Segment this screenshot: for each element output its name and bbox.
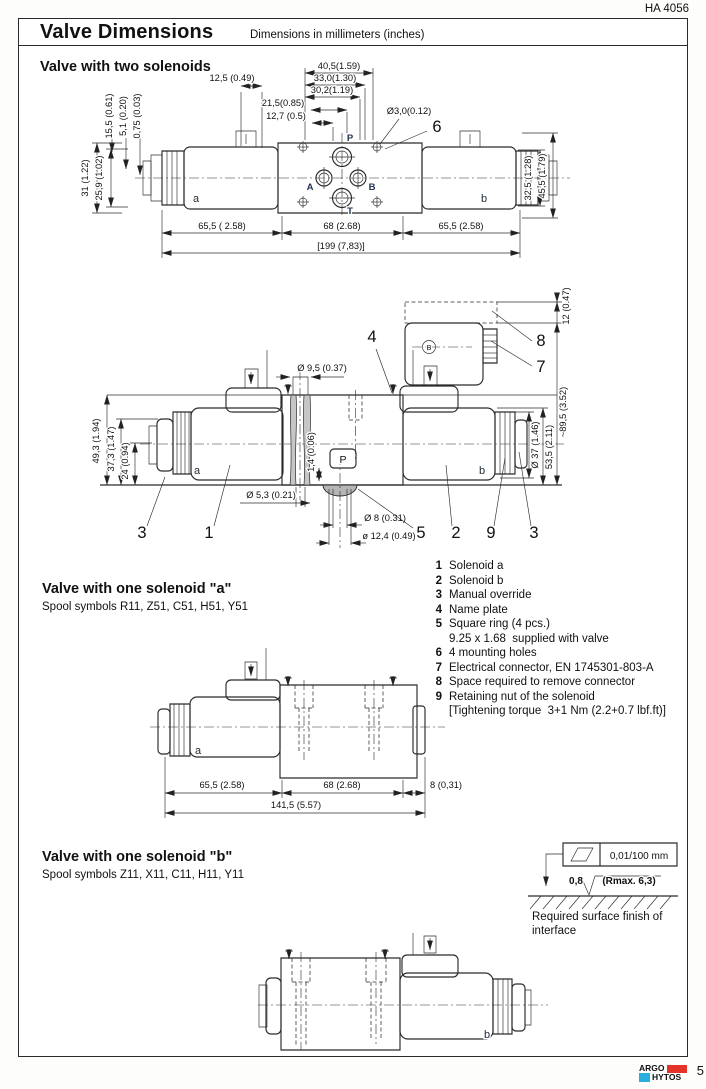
dim-label: 31 (1.22) <box>80 159 90 197</box>
section-heading-one-solenoid-b: Valve with one solenoid "b" <box>42 849 233 865</box>
dim-label: 65,5 ( 2.58) <box>198 221 246 231</box>
dim-label-total: 141,5 (5.57) <box>270 800 322 810</box>
dim-label: 12 (0.47) <box>561 287 571 325</box>
callout-2: 2 <box>451 524 461 542</box>
port-label-t: T <box>347 206 353 217</box>
drawing-section-view <box>91 287 571 548</box>
solenoid-a-label: a <box>194 465 201 477</box>
solenoid-b-label: b <box>481 193 488 205</box>
drawing-one-solenoid-a <box>150 648 462 818</box>
legend-item-3: 3 Manual override <box>435 589 532 602</box>
legend-item-5: 5 Square ring (4 pcs.) <box>435 618 550 631</box>
callout-4: 4 <box>367 328 377 346</box>
legend-item-9: 9 Retaining nut of the solenoid <box>435 690 595 703</box>
port-p-label: P <box>339 454 347 466</box>
legend-item-2: 2 Solenoid b <box>435 574 504 587</box>
dim-label: 32,5 (1.28) <box>523 155 533 201</box>
spool-symbols-b: Spool symbols Z11, X11, C11, H11, Y11 <box>42 869 244 881</box>
dim-label: 53,5 (2.11) <box>544 424 554 470</box>
port-holes <box>316 148 366 208</box>
dim-label: 45,5 (1.79) <box>537 153 547 199</box>
dim-label: 5,1 (0.20) <box>118 96 128 136</box>
callout-6: 6 <box>432 118 442 136</box>
dim-label: ~89,5 (3.52) <box>558 386 568 438</box>
callout-5: 5 <box>416 524 426 542</box>
dim-label: 68 (2.68) <box>323 221 361 231</box>
legend-item-7: 7 Electrical connector, EN 1745301-803-A <box>435 661 654 674</box>
port-label-b: B <box>368 182 376 193</box>
doc-code: HA 4056 <box>644 3 689 15</box>
callout-3-right: 3 <box>529 524 539 542</box>
drawing-two-solenoids <box>80 61 570 258</box>
dim-label: 21,5(0.85) <box>261 98 305 108</box>
dim-label: 12,7 (0.5) <box>266 111 306 121</box>
connector-mark: B <box>426 343 432 352</box>
dim-label: 1,4 (0.06) <box>306 432 316 472</box>
bore-shading-left <box>290 395 297 485</box>
surface-finish-caption: Required surface finish of interface <box>532 911 663 937</box>
dim-label: 37,3 (1.47) <box>106 426 116 472</box>
dim-label-total: [199 (7,83)] <box>317 241 365 251</box>
surface-finish-symbol <box>528 843 678 909</box>
callout-9: 9 <box>486 524 496 542</box>
flatness-icon <box>571 848 593 861</box>
dim-label: Ø 8 (0.31) <box>364 513 406 523</box>
callout-1: 1 <box>204 524 214 542</box>
dim-label: 8 (0,31) <box>429 780 463 790</box>
legend-item-1: 1 Solenoid a <box>435 560 504 572</box>
legend-item-4: 4 Name plate <box>435 603 508 616</box>
legend-list <box>428 559 666 719</box>
units-note: Dimensions in millimeters (inches) <box>250 29 425 41</box>
flatness-value: 0,01/100 mm <box>609 851 669 862</box>
solenoid-b-label: b <box>479 465 486 477</box>
dim-label: 65,5 (2.58) <box>438 221 484 231</box>
callout-7: 7 <box>536 358 546 376</box>
dim-label: 40,5(1.59) <box>317 61 361 71</box>
legend-item-6: 6 4 mounting holes <box>435 647 537 660</box>
dim-label: 12,5 (0.49) <box>209 73 255 83</box>
dim-label: Ø 37 (1.46) <box>530 421 540 469</box>
page-number: 5 <box>696 1063 704 1078</box>
dim-label: 0,75 (0.03) <box>132 93 142 139</box>
rmax-value: (Rmax. 6,3) <box>602 876 656 887</box>
section-heading-two-solenoids: Valve with two solenoids <box>40 59 211 75</box>
page-title: Valve Dimensions <box>40 21 214 43</box>
solenoid-a-label: a <box>195 745 202 757</box>
dim-label: Ø 5,3 (0.21) <box>246 490 296 500</box>
dim-label: 65,5 (2.58) <box>199 780 245 790</box>
brand-hytos: HYTOS <box>652 1072 682 1082</box>
solenoid-b-label: b <box>484 1029 491 1041</box>
hatching <box>530 896 671 909</box>
dim-label: 68 (2.68) <box>323 780 361 790</box>
logo-cyan-rect <box>639 1073 650 1082</box>
spool-symbols-a: Spool symbols R11, Z51, C51, H51, Y51 <box>42 601 249 613</box>
section-heading-one-solenoid-a: Valve with one solenoid "a" <box>42 581 232 597</box>
dim-label: 30,2(1.19) <box>310 85 354 95</box>
dim-label: 15,5 (0.61) <box>104 93 114 139</box>
argo-hytos-logo <box>639 1064 687 1082</box>
solenoid-a-label: a <box>193 193 200 205</box>
port-label-a: A <box>306 182 314 193</box>
roughness-value: 0,8 <box>569 876 583 887</box>
legend-item-5-cont: 9.25 x 1.68 supplied with valve <box>449 632 609 645</box>
dim-label: ø 12,4 (0.49) <box>362 531 416 541</box>
brand-argo: ARGO <box>639 1063 665 1073</box>
dim-label: 24 (0.94) <box>120 442 130 480</box>
callout-3-left: 3 <box>137 524 147 542</box>
callout-8: 8 <box>536 332 546 350</box>
legend-item-8: 8 Space required to remove connector <box>435 676 636 689</box>
dim-label: 33,0(1.30) <box>313 73 357 83</box>
dim-label: 25,9 (1.02) <box>94 155 104 201</box>
dim-label: 49,3 (1.94) <box>91 418 101 464</box>
legend-item-9-cont: [Tightening torque 3+1 Nm (2.2+0.7 lbf.ft)] <box>449 705 666 718</box>
port-label-p: P <box>346 133 354 144</box>
drawing-one-solenoid-b <box>258 933 548 1050</box>
dim-label-hole-dia: Ø3,0(0.12) <box>386 106 432 116</box>
dim-label: Ø 9,5 (0.37) <box>297 363 347 373</box>
